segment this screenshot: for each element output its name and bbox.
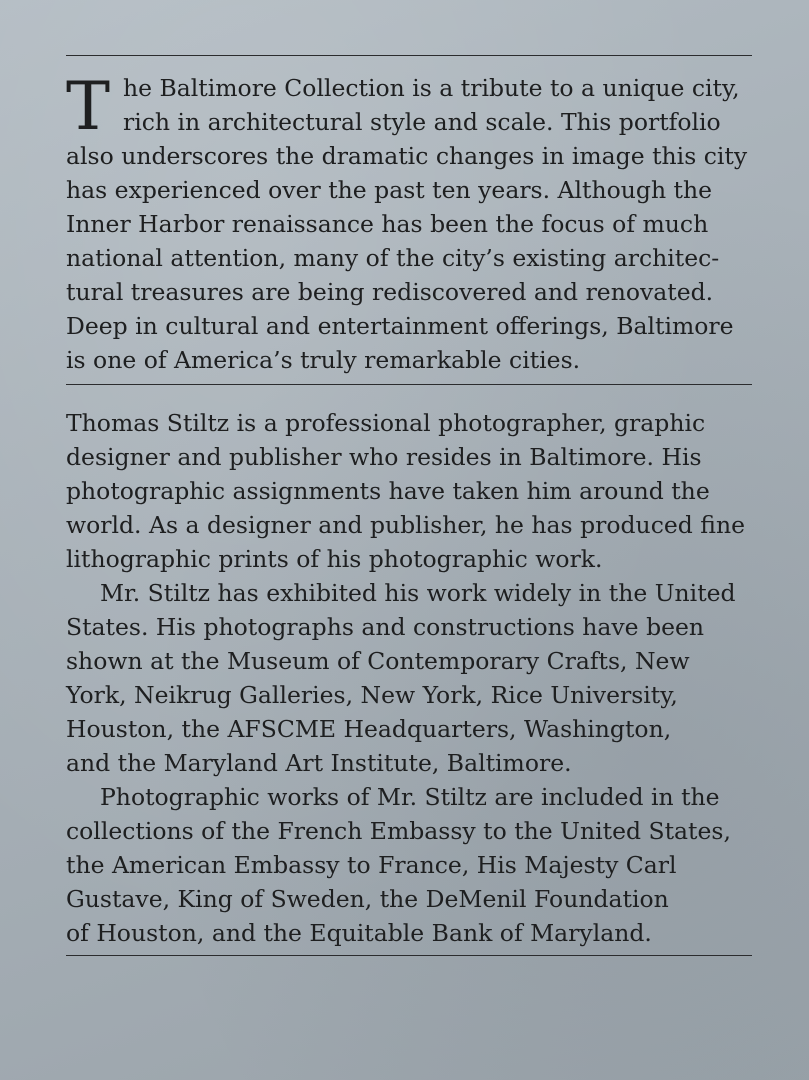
bio-line: Photographic works of Mr. Stiltz are included in the (100, 783, 720, 811)
bio-line: Gustave, King of Sweden, the DeMenil Foundation (66, 885, 669, 913)
bio-line: of Houston, and the Equitable Bank of Maryland. (66, 919, 652, 947)
intro-line-text: he Baltimore Collection is a tribute to a unique city, (123, 74, 740, 102)
bio-line: collections of the French Embassy to the United States, (66, 817, 731, 845)
bio-line: Thomas Stiltz is a professional photographer, graphic (66, 409, 706, 437)
top-rule (66, 55, 752, 56)
bio-line: York, Neikrug Galleries, New York, Rice University, (66, 681, 678, 709)
drop-cap: T (66, 68, 111, 145)
intro-line: is one of America’s truly remarkable cities. (66, 346, 581, 374)
intro-line: also underscores the dramatic changes in image this city (66, 142, 748, 170)
intro-line: national attention, many of the city’s existing architec- (66, 244, 720, 272)
bio-section (66, 406, 754, 950)
bio-line: and the Maryland Art Institute, Baltimore. (66, 749, 572, 777)
intro-paragraph (66, 68, 754, 377)
bio-line: world. As a designer and publisher, he has produced fine (66, 511, 745, 539)
bottom-rule (66, 955, 752, 956)
bio-line: designer and publisher who resides in Baltimore. His (66, 443, 702, 471)
bio-line: lithographic prints of his photographic work. (66, 545, 603, 573)
bio-line: States. His photographs and constructions have been (66, 613, 705, 641)
bio-line: Houston, the AFSCME Headquarters, Washington, (66, 715, 672, 743)
bio-line: photographic assignments have taken him around the (66, 477, 710, 505)
intro-line: rich in architectural style and scale. This portfolio (123, 108, 721, 136)
intro-line: has experienced over the past ten years. Although the (66, 176, 713, 204)
intro-line: Deep in cultural and entertainment offerings, Baltimore (66, 312, 734, 340)
bio-line: shown at the Museum of Contemporary Crafts, New (66, 647, 690, 675)
bio-line: Mr. Stiltz has exhibited his work widely in the United (100, 579, 736, 607)
intro-line: Inner Harbor renaissance has been the focus of much (66, 210, 709, 238)
bio-line: the American Embassy to France, His Majesty Carl (66, 851, 677, 879)
intro-line: tural treasures are being rediscovered and renovated. (66, 278, 714, 306)
middle-rule (66, 384, 752, 385)
